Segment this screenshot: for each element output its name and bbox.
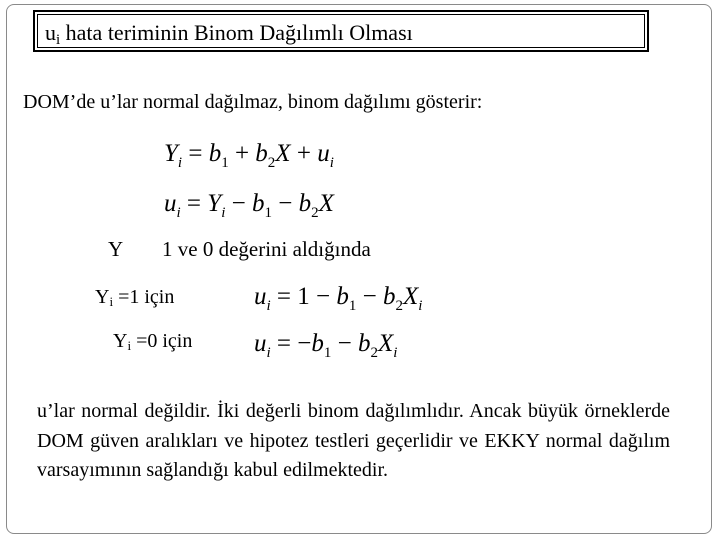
equation-residual: $u_i = Y_i - b_1 - b_2X$ <box>164 190 334 221</box>
y-label: Y <box>108 237 124 261</box>
case-yi-0-label: Yi =0 için <box>113 330 193 353</box>
equation-case-0: $u_i = -b_1 - b_2X_i$ <box>254 330 398 361</box>
title-rest: hata teriminin Binom Dağılımlı Olması <box>60 20 413 45</box>
slide-title <box>45 20 413 49</box>
condition-text: 1 ve 0 değerini aldığında <box>162 237 371 261</box>
equation-model: $Y_i = b_1 + b_2X + u_i$ <box>164 140 334 171</box>
intro-text: DOM’de u’lar normal dağılmaz, binom dağılımı gösterir: <box>23 91 483 113</box>
title-prefix: u <box>45 20 56 45</box>
title-subscript: i <box>56 32 61 48</box>
equation-case-1: $u_i = 1 - b_1 - b_2X_i$ <box>254 283 423 314</box>
case-yi-1-label: Yi =1 için <box>95 286 175 309</box>
title-box <box>33 10 649 52</box>
conclusion-paragraph: u’lar normal değildir. İki değerli binom dağılımlıdır. Ancak büyük örneklerde DOM güven aralıkları ve hipotez testleri geçerlidir ve EKKY normal dağılım varsayımının sağlandığı kabul edilmektedir. <box>37 400 670 481</box>
